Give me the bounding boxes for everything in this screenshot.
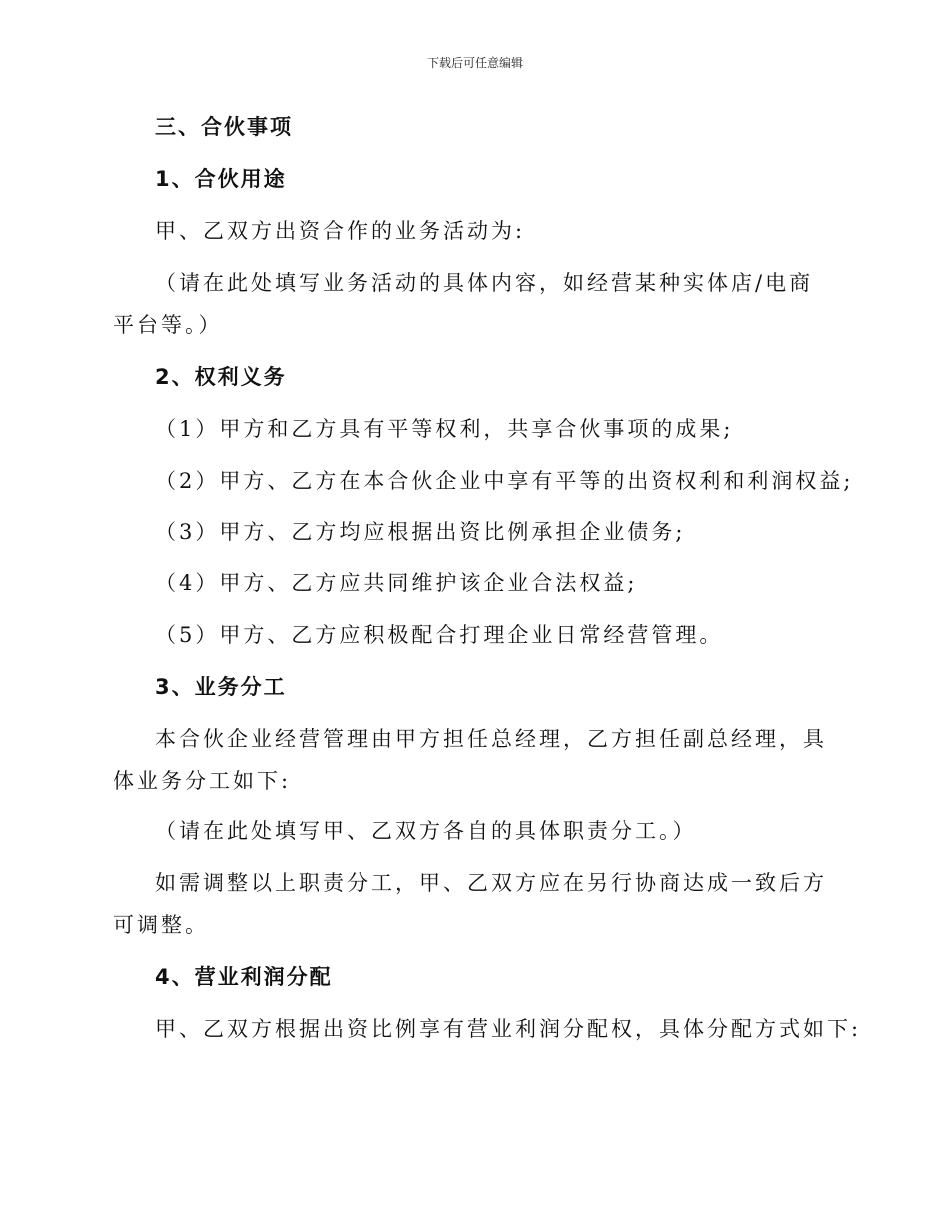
rights-item-4: （4）甲方、乙方应共同维护该企业合法权益; [155,571,638,595]
rights-item-2: （2）甲方、乙方在本合伙企业中享有平等的出资权利和利润权益; [155,469,854,493]
section-title: 三、合伙事项 [155,115,293,139]
subsection-title-rights: 2、权利义务 [155,365,287,389]
subsection-title-profit: 4、营业利润分配 [155,965,333,989]
rights-item-5: （5）甲方、乙方应积极配合打理企业日常经营管理。 [155,623,724,647]
rights-item-3: （3）甲方、乙方均应根据出资比例承担企业债务; [155,520,686,544]
subsection-title-division: 3、业务分工 [155,675,287,699]
subsection-title-usage: 1、合伙用途 [155,167,287,191]
profit-paragraph: 甲、乙双方根据出资比例享有营业利润分配权，具体分配方式如下: [155,1017,862,1041]
usage-paragraph: 甲、乙双方出资合作的业务活动为: [155,219,526,243]
usage-placeholder-paragraph: （请在此处填写业务活动的具体内容，如经营某种实体店/电商平台等。） [113,271,814,337]
rights-item-1: （1）甲方和乙方具有平等权利，共享合伙事项的成果; [155,417,734,441]
page-header: 下载后可任意编辑 [426,56,523,70]
division-placeholder-paragraph: （请在此处填写甲、乙双方各自的具体职责分工。） [155,819,697,843]
division-paragraph: 本合伙企业经营管理由甲方担任总经理，乙方担任副总经理，具体业务分工如下: [113,727,827,793]
division-adjustment-paragraph: 如需调整以上职责分工，甲、乙双方应在另行协商达成一致后方可调整。 [113,871,827,937]
